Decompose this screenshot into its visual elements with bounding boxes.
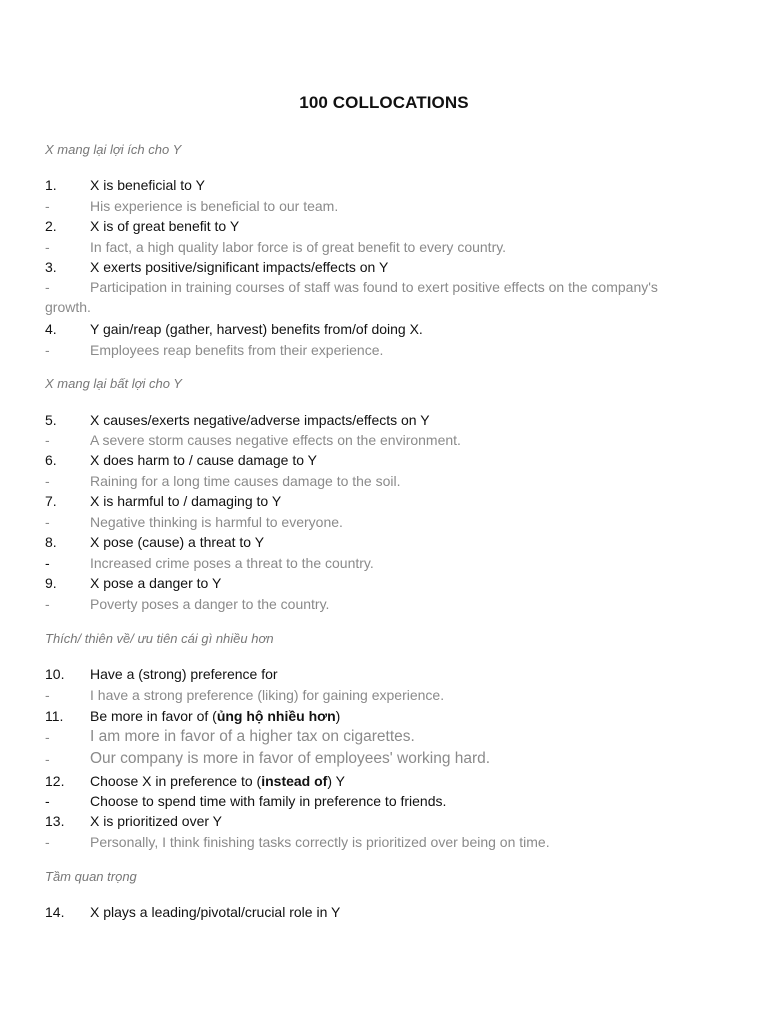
example-text: I have a strong preference (liking) for gaining experience. <box>90 687 445 703</box>
example-dash: - <box>45 514 50 530</box>
item-number: 4. <box>45 321 57 337</box>
item-text: X exerts positive/significant impacts/effects on Y <box>90 259 389 275</box>
example-text: Employees reap benefits from their experience. <box>90 342 384 358</box>
example-dash: - <box>45 432 50 448</box>
item-text: X is beneficial to Y <box>90 177 205 193</box>
example-text: In fact, a high quality labor force is of great benefit to every country. <box>90 239 507 255</box>
item-text: X causes/exerts negative/adverse impacts/effects on Y <box>90 412 430 428</box>
item-text: X plays a leading/pivotal/crucial role in Y <box>90 904 341 920</box>
example-dash: - <box>45 793 50 809</box>
example-text: Negative thinking is harmful to everyone. <box>90 514 343 530</box>
example-text: His experience is beneficial to our team. <box>90 198 339 214</box>
item-text-part: Be more in favor of ( <box>90 708 217 724</box>
example-text: Personally, I think finishing tasks correctly is prioritized over being on time. <box>90 834 550 850</box>
item-number: 14. <box>45 904 65 920</box>
example-3-continuation: growth. <box>45 299 91 315</box>
example-dash: - <box>45 555 50 571</box>
section-heading-benefit: X mang lại lợi ích cho Y <box>45 142 182 157</box>
item-number: 7. <box>45 493 57 509</box>
item-text <box>90 706 340 726</box>
example-text: Increased crime poses a threat to the country. <box>90 555 374 571</box>
item-number: 10. <box>45 666 65 682</box>
example-dash: - <box>45 239 50 255</box>
example-text: Choose to spend time with family in preference to friends. <box>90 793 447 809</box>
item-text-part: ) Y <box>327 773 345 789</box>
item-text: X is prioritized over Y <box>90 813 223 829</box>
example-dash: - <box>45 279 50 295</box>
item-text: Have a (strong) preference for <box>90 666 278 682</box>
section-heading-importance: Tầm quan trọng <box>45 869 137 884</box>
example-dash: - <box>45 596 50 612</box>
example-text: A severe storm causes negative effects on the environment. <box>90 432 461 448</box>
item-text: Y gain/reap (gather, harvest) benefits from/of doing X. <box>90 321 423 337</box>
item-text-part: Choose X in preference to ( <box>90 773 262 789</box>
example-text: Our company is more in favor of employees' working hard. <box>90 750 491 767</box>
item-number: 8. <box>45 534 57 550</box>
example-dash: - <box>45 687 50 703</box>
example-dash: - <box>45 473 50 489</box>
example-text: Participation in training courses of staff was found to exert positive effects on the company's <box>90 279 658 295</box>
item-number: 5. <box>45 412 57 428</box>
item-number: 3. <box>45 259 57 275</box>
example-dash: - <box>45 751 50 767</box>
item-number: 9. <box>45 575 57 591</box>
item-text: X is harmful to / damaging to Y <box>90 493 282 509</box>
document-title: 100 COLLOCATIONS <box>299 93 469 112</box>
item-text: X does harm to / cause damage to Y <box>90 452 317 468</box>
example-dash: - <box>45 729 50 745</box>
item-text: X is of great benefit to Y <box>90 218 240 234</box>
item-text <box>90 771 345 791</box>
item-number: 6. <box>45 452 57 468</box>
item-number: 13. <box>45 813 65 829</box>
example-dash: - <box>45 342 50 358</box>
item-number: 2. <box>45 218 57 234</box>
item-text-bold: instead of <box>261 773 328 789</box>
example-text: Raining for a long time causes damage to the soil. <box>90 473 401 489</box>
example-text: Poverty poses a danger to the country. <box>90 596 330 612</box>
example-dash: - <box>45 198 50 214</box>
item-text-part: ) <box>335 708 341 724</box>
item-text: X pose a danger to Y <box>90 575 222 591</box>
item-number: 11. <box>45 708 64 724</box>
item-text-bold: ủng hộ nhiều hơn <box>216 708 336 724</box>
example-text: I am more in favor of a higher tax on cigarettes. <box>90 728 415 745</box>
item-number: 12. <box>45 773 65 789</box>
section-heading-harm: X mang lại bất lợi cho Y <box>45 376 182 391</box>
example-dash: - <box>45 834 50 850</box>
section-heading-preference: Thích/ thiên về/ ưu tiên cái gì nhiều hơn <box>45 631 274 646</box>
item-text: X pose (cause) a threat to Y <box>90 534 265 550</box>
item-number: 1. <box>45 177 57 193</box>
